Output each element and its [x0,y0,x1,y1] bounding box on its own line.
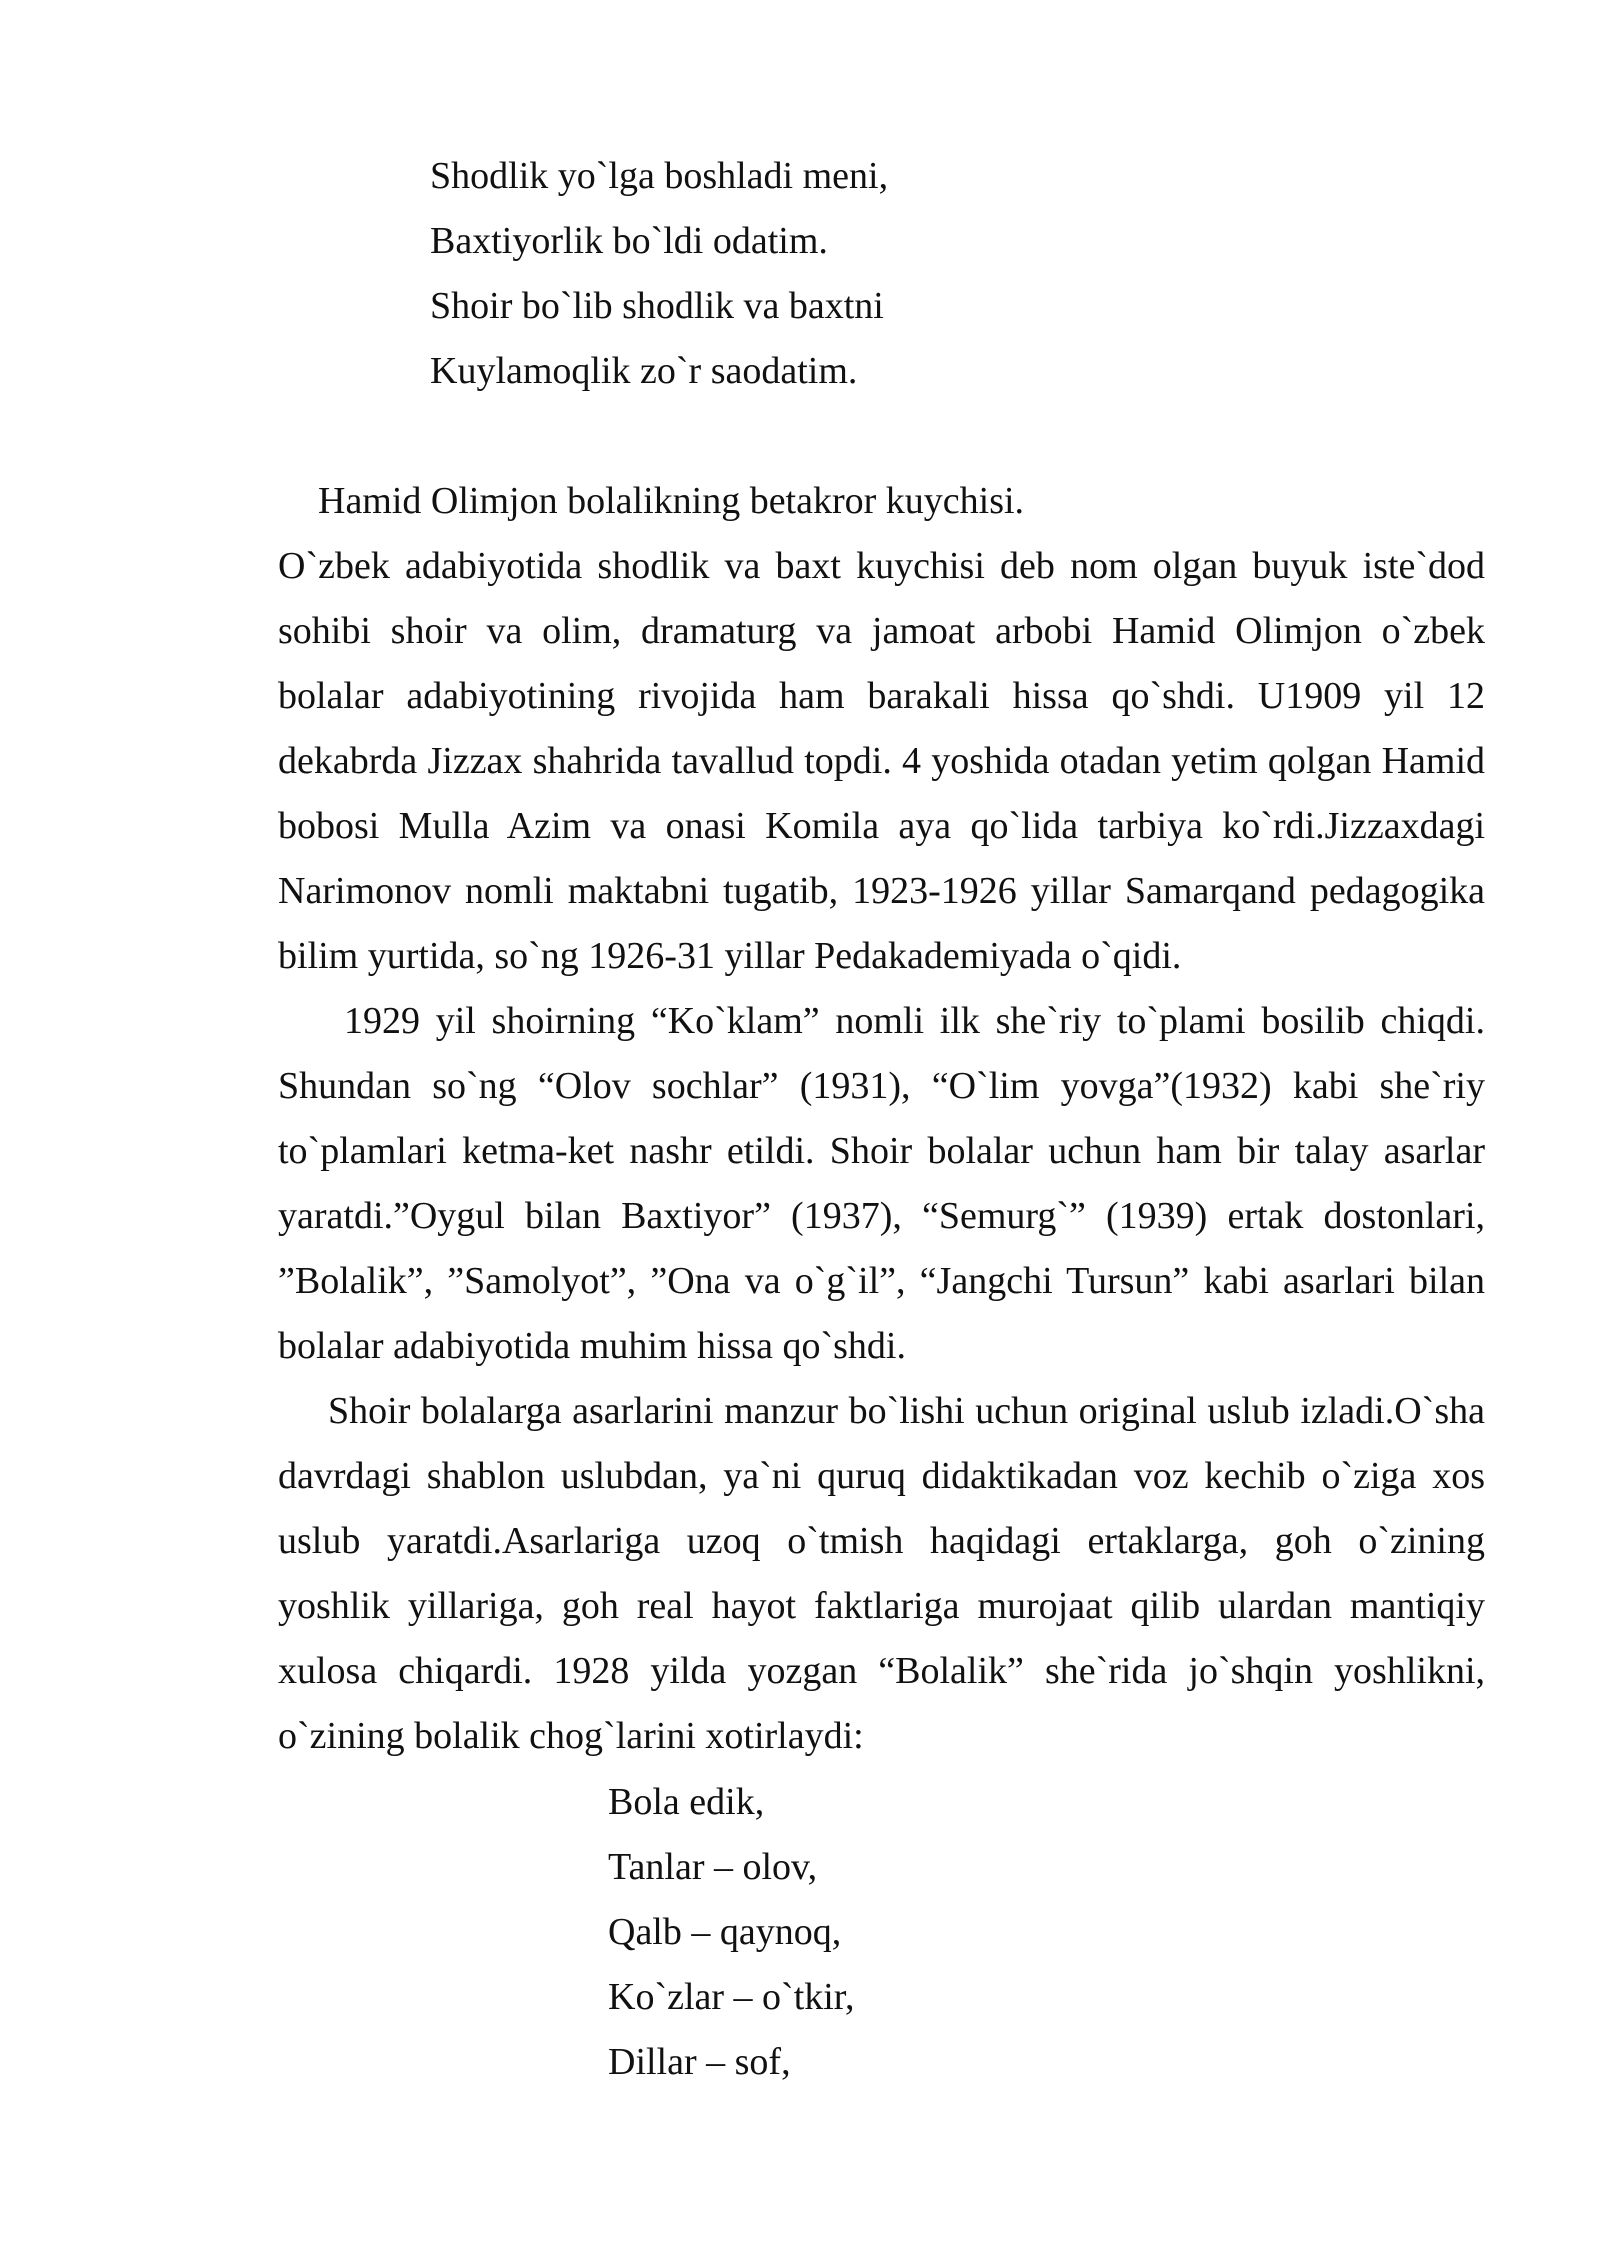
verse-line: Ko`zlar – o`tkir, [608,1976,855,2018]
verse-line: Baxtiyorlik bo`ldi odatim. [430,220,828,262]
verse-line: Shoir bo`lib shodlik va baxtni [430,285,884,327]
body-text [278,534,1485,1769]
verse-line: Tanlar – olov, [608,1846,818,1888]
opening-verse [430,144,888,404]
verse-line: Qalb – qaynoq, [608,1911,842,1953]
verse-line: Kuylamoqlik zo`r saodatim. [430,350,858,392]
paragraph-biography: O`zbek adabiyotida shodlik va baxt kuychisi deb nom olgan buyuk iste`dod sohibi shoir va olim, dramaturg va jamoat arbobi Hamid Olimjon o`zbek bolalar adabiyotining rivojida ham barakali hissa qo`shdi. U1909 yil 12 dekabrda Jizzax shahrida tavallud topdi. 4 yoshida otadan yetim qolgan Hamid bobosi Mulla Azim va onasi Komila aya qo`lida tarbiya ko`rdi.Jizzaxdagi Narimonov nomli maktabni tugatib, 1923-1926 yillar Samarqand pedagogika bilim yurtida, so`ng 1926-31 yillar Pedakademiyada o`qidi. [278,545,1485,977]
verse-line: Bola edik, [608,1781,765,1823]
paragraph-style: Shoir bolalarga asarlarini manzur bo`lishi uchun original uslub izladi.O`sha davrdagi shablon uslubdan, ya`ni quruq didaktikadan voz kechib o`ziga xos uslub yaratdi.Asarlariga uzoq o`tmish haqidagi ertaklarga, goh o`zining yoshlik yillariga, goh real hayot faktlariga murojaat qilib ulardan mantiqiy xulosa chiqardi. 1928 yilda yozgan “Bolalik” she`rida jo`shqin yoshlikni, o`zining bolalik chog`larini xotirlaydi: [278,1390,1485,1757]
verse-line: Shodlik yo`lga boshladi meni, [430,155,889,197]
bolalik-verse [608,1770,854,2095]
verse-line: Dillar – sof, [608,2041,791,2083]
section-heading: Hamid Olimjon bolalikning betakror kuychisi. [318,480,1025,522]
paragraph-works: 1929 yil shoirning “Ko`klam” nomli ilk she`riy to`plami bosilib chiqdi. Shundan so`ng “Olov sochlar” (1931), “O`lim yovga”(1932) kabi she`riy to`plamlari ketma-ket nashr etildi. Shoir bolalar uchun ham bir talay asarlar yaratdi.”Oygul bilan Baxtiyor” (1937), “Semurg`” (1939) ertak dostonlari, ”Bolalik”, ”Samolyot”, ”Ona va o`g`il”, “Jangchi Tursun” kabi asarlari bilan bolalar adabiyotida muhim hissa qo`shdi. [278,1000,1485,1367]
